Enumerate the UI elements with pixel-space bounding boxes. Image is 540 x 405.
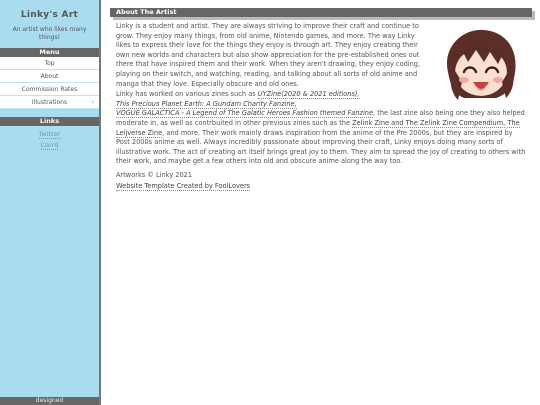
- section-header: About The Artist: [110, 8, 532, 17]
- footer-credit: designed: [0, 397, 99, 405]
- menu-item-about[interactable]: [0, 70, 99, 83]
- link-carrd[interactable]: [0, 140, 99, 151]
- zines-mid-text: , the last zine also being one they also helped moderate in, as well as contrbuited in other previous zines such as the: [116, 109, 525, 127]
- zine-link-uyzine[interactable]: UYZine(2020 & 2021 editions),: [257, 90, 360, 99]
- about-paragraph: Linky is a student and artist. They are always striving to improve their craft and continue to grow. They enjoy many things, from old anime, Nintendo games, and more. The way Linky likes to express their love for the things they enjoy is through art. They enjoy creating their own new worlds and characters but also show appreciation for the pre-established ones out there that have inspired them and their work. When they aren't drawing, they enjoy coding, playing on their switch, and watching, reading, and talking about all sorts of old anime and manga that they love. Especially obscure and old ones.: [116, 22, 421, 88]
- zines-intro: Linky has worked on various zines such as: [116, 90, 256, 99]
- link-label: Carrd: [40, 141, 59, 149]
- about-text: [110, 17, 532, 191]
- menu-item-label: Top: [44, 60, 55, 67]
- menu-item-label: Illustrations: [31, 99, 68, 106]
- link-label: Twitter: [38, 130, 61, 138]
- main-content: [110, 8, 532, 192]
- menu-item-label: Commission Rates: [21, 86, 78, 93]
- menu-item-top[interactable]: [0, 57, 99, 70]
- menu-heading: Menu: [0, 48, 99, 57]
- link-twitter[interactable]: [0, 129, 99, 140]
- zine-link-zelink[interactable]: Zelink Zine and The Zelink Zine Compendium,: [352, 118, 506, 127]
- menu-item-illustrations[interactable]: [0, 96, 99, 109]
- zines-end-text: , and more. Their work mainly draws inspiration from the anime of the Pre 2000s, but they are inspired by Post 2000s anime as well. Always incredibly passionate about improving their craft, Linky enjoys doing many sorts of illustrative work. The act of creating art itself brings great joy to them. They aim to spread the joy of creating to others with their work, and maybe get a few others into old and obscure anime along the way too.: [116, 128, 526, 166]
- menu-item-label: About: [40, 73, 59, 80]
- zine-link-vogue-galactica[interactable]: VOGUE GALACTICA - A Legend of The Galatic Heroes Fashion themed Fanzine: [116, 109, 374, 118]
- site-tagline: An artist who likes many things!: [12, 26, 87, 41]
- sidebar: [0, 0, 101, 405]
- copyright-text: Artworks © Linky 2021: [116, 170, 193, 179]
- artist-portrait: [434, 26, 524, 106]
- links-heading: Links: [0, 117, 99, 126]
- zine-link-leijverse[interactable]: The Leijverse Zine: [116, 118, 520, 137]
- zine-link-gundam[interactable]: This Precious Planet Earth: A Gundam Charity Fanzine,: [116, 99, 297, 108]
- chevron-right-icon: ›: [91, 99, 94, 106]
- site-title: Linky's Art: [20, 10, 79, 20]
- menu-item-commission-rates[interactable]: [0, 83, 99, 96]
- template-credit-link[interactable]: Website Template Created by FoolLovers: [116, 181, 251, 190]
- menu-list: [0, 57, 99, 109]
